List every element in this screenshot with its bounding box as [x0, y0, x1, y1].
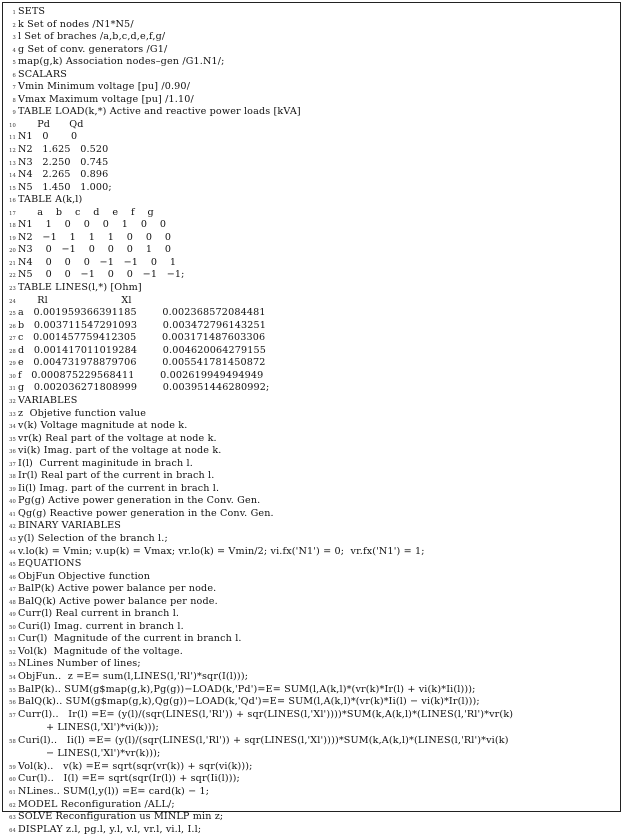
code-text: Vol(k).. v(k) =E= sqrt(sqr(vr(k)) + sqr(vi(k)));	[18, 760, 253, 772]
code-text: BalQ(k).. SUM(g$map(g,k),Qg(g))−LOAD(k,'Qd')=E= SUM(l,A(k,l)*(vr(k)*Ii(l) − vi(k)*Ir(l)));	[18, 696, 480, 708]
code-line	[6, 433, 616, 446]
line-number: 33	[9, 411, 16, 418]
code-text: EQUATIONS	[18, 558, 82, 570]
code-text: y(l) Selection of the branch l.;	[18, 532, 168, 544]
code-text: I(l) Current maginitude in brach l.	[18, 457, 193, 469]
line-number: 62	[9, 802, 16, 809]
code-text: N4 2.265 0.896	[18, 169, 109, 181]
line-number: 20	[9, 248, 16, 255]
line-number: 28	[9, 348, 16, 355]
line-number: 41	[9, 511, 16, 518]
code-text: Cur(l).. I(l) =E= sqrt(sqr(Ir(l)) + sqr(Ii(l)));	[18, 773, 240, 785]
code-text: vi(k) Imag. part of the voltage at node k.	[18, 445, 222, 457]
line-number: 35	[9, 436, 16, 443]
line-number: 29	[9, 361, 16, 368]
code-text: N4 0 0 0 −1 −1 0 1	[18, 256, 177, 268]
code-line	[6, 621, 616, 634]
code-line	[6, 320, 616, 333]
code-text: c 0.001457759412305 0.003171487603306	[18, 332, 266, 344]
code-line	[6, 282, 616, 295]
code-text: Curi(l).. Ii(l) =E= (y(l)/(sqr(LINES(l,'Rl')) + sqr(LINES(l,'Xl'))))*SUM(k,A(k,l)*(LINES(l,'Rl')*vi(k)	[18, 734, 509, 746]
code-line	[6, 295, 616, 308]
line-number: 54	[9, 674, 16, 681]
code-line	[6, 799, 616, 812]
code-line	[6, 735, 616, 749]
code-text: VARIABLES	[18, 394, 78, 406]
code-line	[6, 56, 616, 69]
line-number: 31	[9, 386, 16, 393]
line-number: 14	[9, 173, 16, 180]
code-text: Vmax Maximum voltage [pu] /1.10/	[18, 93, 194, 105]
code-line	[6, 157, 616, 170]
code-text: vr(k) Real part of the voltage at node k.	[18, 432, 217, 444]
code-line	[6, 508, 616, 521]
code-text: SCALARS	[18, 68, 67, 80]
code-line	[6, 81, 616, 94]
line-number: 58	[9, 738, 16, 745]
line-number: 60	[9, 777, 16, 784]
code-text: N1 0 0	[18, 131, 78, 143]
code-line	[6, 483, 616, 496]
line-number: 24	[9, 298, 16, 305]
code-text: k Set of nodes /N1*N5/	[18, 18, 134, 30]
line-number: 40	[9, 499, 16, 506]
code-line	[6, 546, 616, 559]
code-line-continuation	[6, 748, 616, 761]
code-text: ObjFun.. z =E= sum(l,LINES(l,'Rl')*sqr(I(l)));	[18, 670, 249, 682]
code-line	[6, 658, 616, 671]
line-number: 17	[9, 210, 16, 217]
line-number: 30	[9, 373, 16, 380]
line-number: 1	[12, 10, 16, 16]
code-text: g Set of conv. generators /G1/	[18, 43, 168, 55]
code-line	[6, 182, 616, 195]
line-number: 38	[9, 474, 16, 481]
code-text: f 0.000875229568411 0.002619949494949	[18, 369, 264, 381]
code-line	[6, 420, 616, 433]
line-number: 15	[9, 185, 16, 192]
code-line	[6, 232, 616, 245]
line-number: 5	[12, 60, 16, 67]
line-number: 44	[9, 549, 16, 556]
code-line	[6, 119, 616, 132]
code-line	[6, 106, 616, 119]
code-text: Pg(g) Active power generation in the Conv. Gen.	[18, 495, 261, 507]
code-line	[6, 583, 616, 596]
line-number: 57	[9, 712, 16, 719]
code-line	[6, 357, 616, 370]
code-line	[6, 269, 616, 282]
line-number: 22	[9, 273, 16, 280]
code-text: − LINES(l,'Xl')*vr(k)));	[46, 748, 161, 760]
code-line	[6, 671, 616, 684]
code-text: Rl Xl	[18, 294, 132, 306]
code-text: TABLE A(k,l)	[18, 194, 83, 206]
code-text: e 0.004731978879706 0.005541781450872	[18, 357, 266, 369]
code-listing-frame	[2, 2, 621, 835]
line-number: 50	[9, 624, 16, 631]
code-line	[6, 408, 616, 421]
code-line	[6, 194, 616, 207]
code-text: Pd Qd	[18, 118, 84, 130]
code-line	[6, 31, 616, 44]
line-number: 6	[12, 72, 16, 79]
code-line	[6, 761, 616, 774]
line-number: 2	[12, 22, 16, 29]
code-line	[6, 811, 616, 824]
code-text: MODEL Reconfiguration /ALL/;	[18, 798, 175, 810]
code-line-continuation	[6, 722, 616, 735]
code-line	[6, 382, 616, 395]
code-text: d 0.001417011019284 0.004620064279155	[18, 344, 267, 356]
line-number: 53	[9, 662, 16, 669]
code-text: Ii(l) Imag. part of the current in brach l.	[18, 482, 220, 494]
code-line	[6, 131, 616, 144]
code-line	[6, 244, 616, 257]
code-line	[6, 94, 616, 107]
line-number: 3	[12, 35, 16, 42]
code-text: N5 1.450 1.000;	[18, 181, 112, 193]
code-text: v.lo(k) = Vmin; v.up(k) = Vmax; vr.lo(k) = Vmin/2; vi.fx('N1') = 0; vr.fx('N1') = 1;	[18, 545, 425, 557]
code-line	[6, 646, 616, 659]
code-text: N2 1.625 0.520	[18, 144, 109, 156]
line-number: 7	[12, 85, 16, 92]
code-text: Qg(g) Reactive power generation in the Conv. Gen.	[18, 507, 274, 519]
line-number: 49	[9, 612, 16, 619]
code-line	[6, 307, 616, 320]
code-line	[6, 169, 616, 182]
code-text: l Set of braches /a,b,c,d,e,f,g/	[18, 31, 166, 43]
line-number: 16	[9, 198, 16, 205]
line-number: 34	[9, 424, 16, 431]
code-text: Ir(l) Real part of the current in brach l.	[18, 470, 215, 482]
code-line	[6, 596, 616, 609]
code-text: ObjFun Objective function	[18, 570, 151, 582]
code-text: BalP(k).. SUM(g$map(g,k),Pg(g))−LOAD(k,'Pd')=E= SUM(l,A(k,l)*(vr(k)*Ir(l) + vi(k)*Ii(l)));	[18, 683, 476, 695]
code-line	[6, 824, 616, 837]
line-number: 25	[9, 311, 16, 318]
line-number: 21	[9, 260, 16, 267]
code-text: a b c d e f g	[18, 206, 154, 218]
code-line	[6, 558, 616, 571]
code-line	[6, 370, 616, 383]
code-text: Vol(k) Magnitude of the voltage.	[18, 645, 183, 657]
code-text: a 0.001959366391185 0.002368572084481	[18, 307, 266, 319]
code-line	[6, 495, 616, 508]
code-line	[6, 219, 616, 232]
code-line	[6, 445, 616, 458]
code-text: DISPLAY z.l, pg.l, y.l, v.l, vr.l, vi.l, I.l;	[18, 823, 202, 835]
line-number: 47	[9, 587, 16, 594]
line-number: 36	[9, 449, 16, 456]
line-number: 8	[12, 97, 16, 104]
line-number: 4	[12, 47, 16, 54]
line-number: 51	[9, 637, 16, 644]
code-line	[6, 571, 616, 584]
code-text: TABLE LINES(l,*) [Ohm]	[18, 282, 142, 294]
line-number: 42	[9, 524, 16, 531]
line-number: 13	[9, 160, 16, 167]
code-text: N3 2.250 0.745	[18, 156, 109, 168]
line-number: 56	[9, 700, 16, 707]
line-number: 43	[9, 536, 16, 543]
line-number: 9	[12, 110, 16, 117]
code-text: b 0.003711547291093 0.003472796143251	[18, 319, 267, 331]
line-number: 52	[9, 649, 16, 656]
line-number: 27	[9, 336, 16, 343]
line-number: 46	[9, 574, 16, 581]
code-line	[6, 69, 616, 82]
code-text: NLines.. SUM(l,y(l)) =E= card(k) − 1;	[18, 786, 210, 797]
line-number: 11	[9, 135, 16, 142]
code-line	[6, 345, 616, 358]
code-line	[6, 608, 616, 621]
code-text: map(g,k) Association nodes–gen /G1.N1/;	[18, 56, 225, 68]
code-text: BINARY VARIABLES	[18, 520, 122, 532]
code-text: Curr(l).. Ir(l) =E= (y(l)/(sqr(LINES(l,'Rl')) + sqr(LINES(l,'Xl'))))*SUM(k,A(k,l)*(LINES(l,'Rl')*vr(k)	[18, 708, 514, 720]
code-text: g 0.002036271808999 0.003951446280992;	[18, 382, 270, 394]
code-line	[6, 19, 616, 32]
code-text: N1 1 0 0 0 1 0 0	[18, 219, 167, 231]
code-line	[6, 332, 616, 345]
line-number: 37	[9, 461, 16, 468]
line-number: 12	[9, 148, 16, 155]
line-number: 18	[9, 223, 16, 230]
line-number: 55	[9, 687, 16, 694]
code-text: v(k) Voltage magnitude at node k.	[18, 420, 188, 432]
line-number: 64	[9, 827, 16, 834]
code-text: BalP(k) Active power balance per node.	[18, 583, 217, 595]
line-number: 39	[9, 486, 16, 493]
code-listing	[6, 6, 616, 836]
line-number: 19	[9, 235, 16, 242]
code-line	[6, 44, 616, 57]
line-number: 45	[9, 562, 16, 569]
line-number: 23	[9, 286, 16, 293]
code-line	[6, 458, 616, 471]
line-number: 61	[9, 790, 16, 796]
code-line	[6, 395, 616, 408]
code-text: Vmin Minimum voltage [pu] /0.90/	[18, 81, 191, 93]
code-line	[6, 144, 616, 157]
code-line	[6, 696, 616, 709]
code-line	[6, 533, 616, 546]
code-line	[6, 709, 616, 723]
code-text: NLines Number of lines;	[18, 658, 141, 670]
code-text: N2 −1 1 1 1 0 0 0	[18, 231, 172, 243]
line-number: 32	[9, 398, 16, 405]
code-line	[6, 786, 616, 799]
code-text: Curi(l) Imag. current in branch l.	[18, 620, 184, 632]
code-line	[6, 684, 616, 697]
code-text: Cur(l) Magnitude of the current in branch l.	[18, 633, 242, 645]
code-text: z Objetive function value	[18, 407, 147, 419]
code-text: BalQ(k) Active power balance per node.	[18, 595, 218, 607]
line-number: 63	[9, 815, 16, 822]
code-line	[6, 257, 616, 270]
line-number: 59	[9, 764, 16, 771]
line-number: 10	[9, 122, 16, 129]
code-line	[6, 633, 616, 646]
code-text: SETS	[18, 6, 46, 17]
code-line	[6, 773, 616, 786]
code-text: N3 0 −1 0 0 0 1 0	[18, 244, 172, 256]
code-text: + LINES(l,'Xl')*vi(k)));	[46, 722, 159, 734]
code-line	[6, 6, 616, 19]
code-line	[6, 207, 616, 220]
code-text: TABLE LOAD(k,*) Active and reactive power loads [kVA]	[18, 106, 301, 118]
code-line	[6, 520, 616, 533]
line-number: 48	[9, 599, 16, 606]
code-text: N5 0 0 −1 0 0 −1 −1;	[18, 269, 185, 281]
code-line	[6, 470, 616, 483]
code-text: Curr(l) Real current in branch l.	[18, 608, 180, 620]
line-number: 26	[9, 323, 16, 330]
code-text: SOLVE Reconfiguration us MINLP min z;	[18, 811, 224, 823]
